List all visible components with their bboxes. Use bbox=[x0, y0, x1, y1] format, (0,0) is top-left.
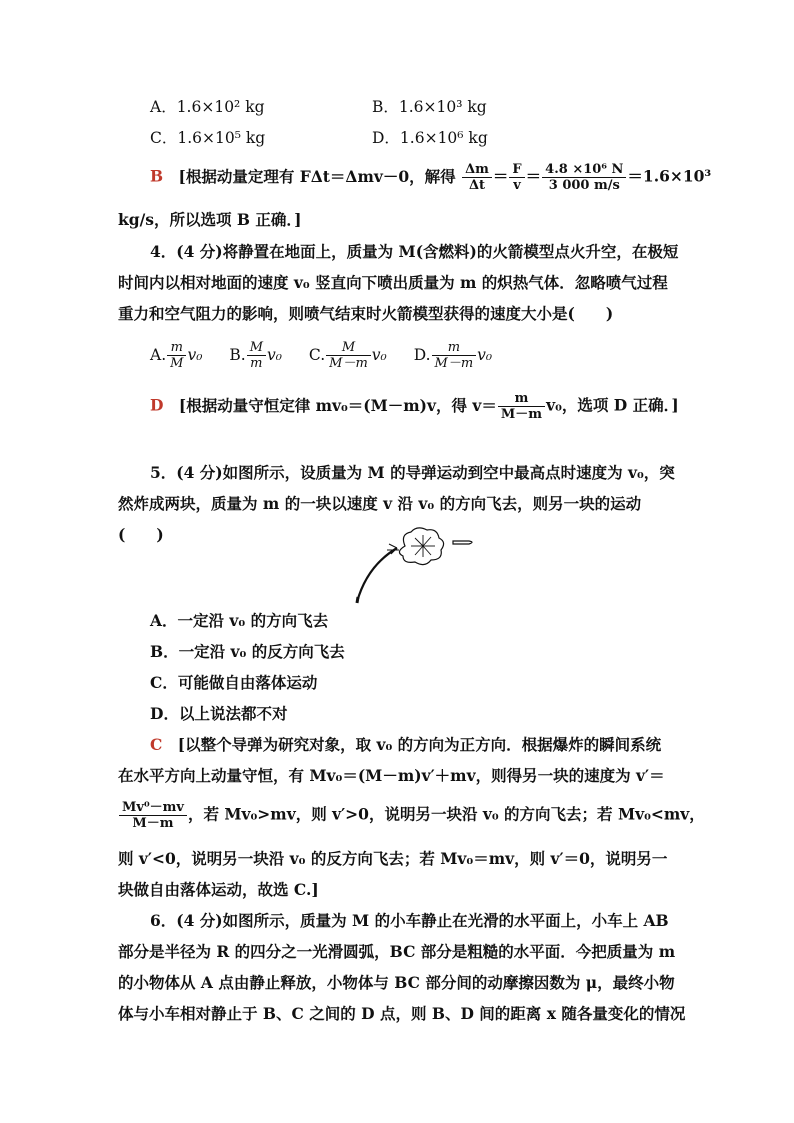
q4-option-d: D. $\frac{m}{M-m}$ v₀ bbox=[413, 340, 493, 371]
q4-answer-text-a: [根据动量守恒定律 mv₀＝(M－m)v，得 v＝ bbox=[178, 395, 497, 415]
q5-answer-line3: $\frac{\text{Mv⁰－mv}}{M-m}$ ，若 Mv₀>mv，则 v′>0，说明另一块沿 v₀ 的方向飞去；若 Mv₀<mv， bbox=[118, 800, 705, 831]
q4-options bbox=[150, 340, 492, 371]
q5-answer-fraction: $\frac{\text{Mv⁰－mv}}{M-m}$ bbox=[119, 800, 187, 831]
q4-option-a: A. $\frac{m}{M}$ v₀ bbox=[150, 340, 203, 371]
q4-answer-text-b: v₀，选项 D 正确．] bbox=[546, 395, 679, 415]
q6-stem-line4: 体与小车相对静止于 B、C 之间的 D 点，则 B、D 间的距离 x 随各量变化的情况 bbox=[118, 1004, 686, 1023]
q5-option-b: B．一定沿 v₀ 的反方向飞去 bbox=[150, 642, 345, 661]
q4-option-c: C. $\frac{M}{M-m}$ v₀ bbox=[308, 340, 387, 371]
q3-answer-line2: kg/s，所以选项 B 正确．] bbox=[118, 210, 302, 229]
q3-option-a: A．1.6×10² kg bbox=[150, 98, 265, 116]
q5-answer-line2: 在水平方向上动量守恒，有 Mv₀＝(M－m)v′＋mv，则得另一块的速度为 v′＝ bbox=[118, 766, 665, 785]
q3-answer-text-a: [根据动量定理有 FΔt＝Δmv－0，解得 bbox=[178, 166, 456, 186]
q3-option-d: D．1.6×10⁶ kg bbox=[372, 129, 488, 147]
q5-answer-letter: C bbox=[150, 735, 163, 754]
q5-answer-line5: 块做自由落体运动，故选 C.] bbox=[118, 880, 319, 899]
q4-answer-letter: D bbox=[150, 395, 164, 415]
q5-answer-line4: 则 v′<0，说明另一块沿 v₀ 的反方向飞去；若 Mv₀＝mv，则 v′＝0，说明另一 bbox=[118, 849, 668, 868]
q6-stem-line3: 的小物体从 A 点由静止释放，小物体与 BC 部分间的动摩擦因数为 μ，最终小物 bbox=[118, 973, 675, 992]
q4-stem-line1: 4．(4 分)将静置在地面上，质量为 M(含燃料)的火箭模型点火升空，在极短 bbox=[150, 242, 679, 261]
q6-stem-line1: 6．(4 分)如图所示，质量为 M 的小车静止在光滑的水平面上，小车上 AB bbox=[150, 911, 669, 930]
q3-answer-text-b: ＝1.6×10³ bbox=[627, 166, 712, 186]
q4-answer bbox=[150, 391, 679, 422]
q5-stem-line1: 5．(4 分)如图所示，设质量为 M 的导弹运动到空中最高点时速度为 v₀，突 bbox=[150, 463, 675, 482]
q3-answer-line1: B [根据动量定理有 FΔt＝Δmv－0，解得 $\frac{\Delta m}{\Delta t}$ ＝ $\frac{F}{v}$ ＝ $\frac{\text{4.8 ×10⁶ N}}{3 000 m/s}$ ＝1.6×10³ bbox=[150, 162, 712, 193]
q5-answer-line1: C [以整个导弹为研究对象，取 v₀ 的方向为正方向．根据爆炸的瞬间系统 bbox=[150, 735, 662, 754]
q4-option-b: B. $\frac{M}{m}$ v₀ bbox=[229, 340, 282, 371]
q5-option-d: D．以上说法都不对 bbox=[150, 704, 288, 723]
missile-explosion-figure bbox=[345, 526, 480, 604]
q4-stem-line3: 重力和空气阻力的影响，则喷气结束时火箭模型获得的速度大小是( ) bbox=[118, 304, 614, 323]
q3-fraction-f-v: $\frac{F}{v}$ bbox=[509, 162, 524, 193]
q3-option-c: C．1.6×10⁵ kg bbox=[150, 129, 266, 147]
q4-answer-fraction: $\frac{m}{M-m}$ bbox=[498, 391, 545, 422]
q4-stem-line2: 时间内以相对地面的速度 v₀ 竖直向下喷出质量为 m 的炽热气体．忽略喷气过程 bbox=[118, 273, 668, 292]
missile-trajectory-curve bbox=[357, 548, 397, 602]
q5-stem-line3: ( ) bbox=[118, 525, 164, 544]
q3-fraction-values: $\frac{\text{4.8 ×10⁶ N}}{3 000 m/s}$ bbox=[542, 162, 626, 193]
q5-stem-line2: 然炸成两块，质量为 m 的一块以速度 v 沿 v₀ 的方向飞去，则另一块的运动 bbox=[118, 494, 642, 513]
q5-option-a: A．一定沿 v₀ 的方向飞去 bbox=[150, 611, 329, 630]
q6-stem-line2: 部分是半径为 R 的四分之一光滑圆弧，BC 部分是粗糙的水平面．今把质量为 m bbox=[118, 942, 676, 961]
trajectory-start bbox=[357, 597, 358, 603]
q3-option-b: B．1.6×10³ kg bbox=[372, 98, 487, 116]
q3-fraction-dm-dt: $\frac{\Delta m}{\Delta t}$ bbox=[462, 162, 492, 193]
q5-option-c: C．可能做自由落体运动 bbox=[150, 673, 318, 692]
missile-fragment bbox=[453, 541, 472, 544]
q3-answer-letter: B bbox=[150, 166, 164, 186]
